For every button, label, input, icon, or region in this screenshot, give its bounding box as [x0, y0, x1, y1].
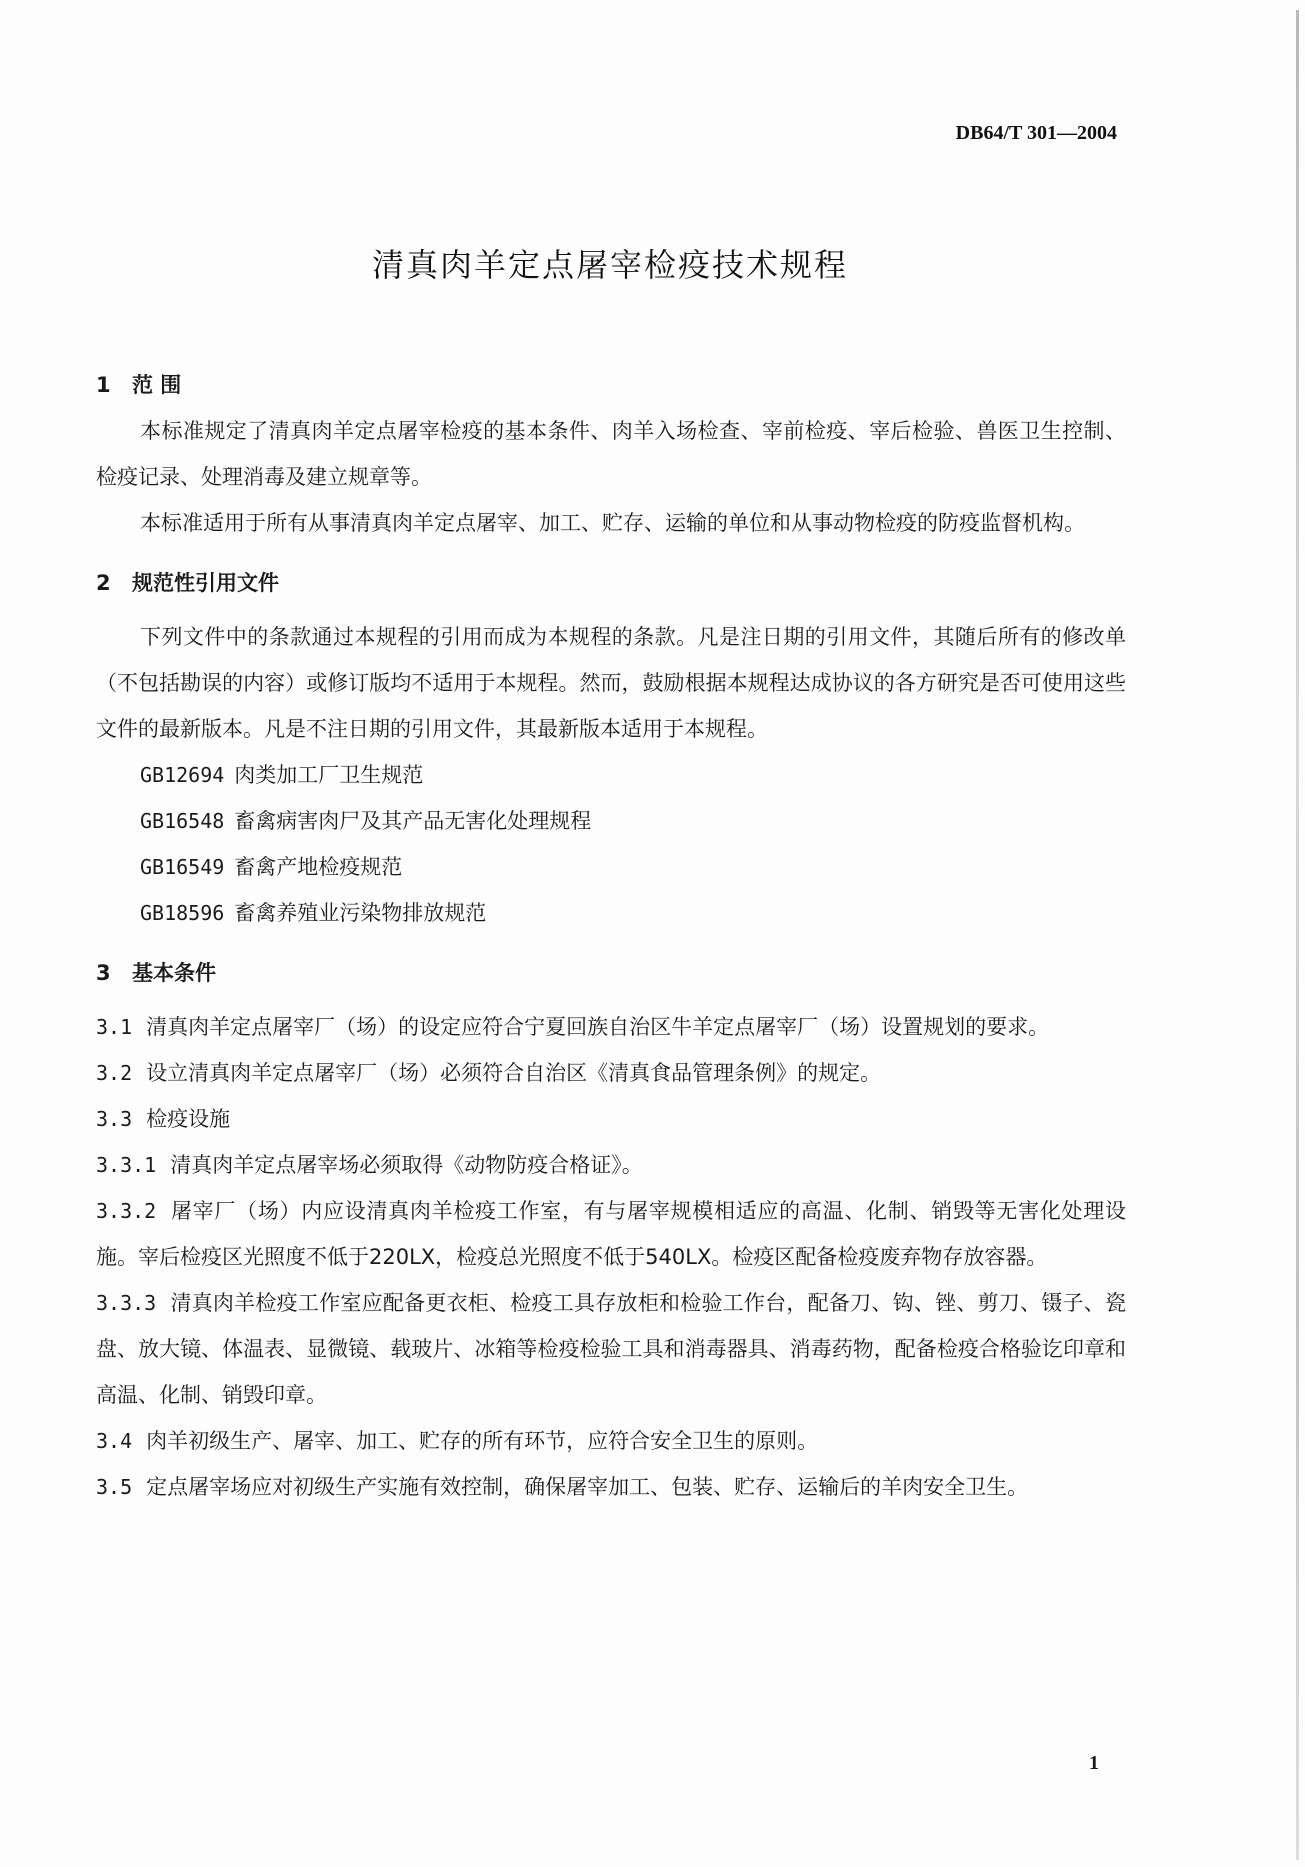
clause-text: 清真肉羊检疫工作室应配备更衣柜、检疫工具存放柜和检验工作台，配备刀、钩、锉、剪刀、镊子、瓷盘、放大镜、体温表、显微镜、载玻片、冰箱等检疫检验工具和消毒器具、消毒药物，配备检疫合格验讫印章和高温、化制、销毁印章。: [96, 1291, 1126, 1407]
paragraph: 下列文件中的条款通过本规程的引用而成为本规程的条款。凡是注日期的引用文件，其随后所有的修改单（不包括勘误的内容）或修订版均不适用于本规程。然而，鼓励根据本规程达成协议的各方研究是否可使用这些文件的最新版本。凡是不注日期的引用文件，其最新版本适用于本规程。: [96, 625, 1126, 741]
clause-number: 3.3.1: [96, 1153, 157, 1177]
reference-name: 畜禽产地检疫规范: [234, 855, 403, 879]
reference-code: GB18596: [140, 901, 225, 925]
clause-number: 3.5: [96, 1475, 133, 1499]
reference-item: [96, 890, 1126, 936]
section-number: 2: [96, 571, 111, 595]
clause-text: 检疫设施: [146, 1107, 231, 1131]
clause-3-3-2: [96, 1188, 1126, 1280]
section-title: 规范性引用文件: [132, 571, 279, 595]
paragraph: 本标准规定了清真肉羊定点屠宰检疫的基本条件、肉羊入场检查、宰前检疫、宰后检验、兽医卫生控制、检疫记录、处理消毒及建立规章等。: [96, 419, 1126, 489]
reference-code: GB16548: [140, 809, 225, 833]
reference-name: 畜禽养殖业污染物排放规范: [234, 901, 487, 925]
standard-code: DB64/T 301—2004: [955, 122, 1117, 144]
section-title: 基本条件: [132, 961, 216, 985]
clause-3-1: [96, 1004, 1126, 1050]
section-heading-1: [96, 362, 1126, 408]
reference-item: [96, 798, 1126, 844]
document-title: 清真肉羊定点屠宰检疫技术规程: [371, 246, 848, 284]
clause-3-3: [96, 1096, 1126, 1142]
section-number: 3: [96, 961, 111, 985]
clause-number: 3.3: [96, 1107, 133, 1131]
scan-edge-line: [1296, 10, 1299, 1860]
clause-3-5: [96, 1464, 1126, 1510]
reference-name: 肉类加工厂卫生规范: [234, 763, 424, 787]
reference-code: GB12694: [140, 763, 225, 787]
clause-number: 3.2: [96, 1061, 133, 1085]
clause-3-4: [96, 1418, 1126, 1464]
document-body: [96, 362, 1126, 1510]
clause-text: 清真肉羊定点屠宰场必须取得《动物防疫合格证》。: [170, 1153, 643, 1177]
page-number: 1: [1089, 1752, 1099, 1774]
reference-item: [96, 752, 1126, 798]
reference-code: GB16549: [140, 855, 225, 879]
clause-text: 肉羊初级生产、屠宰、加工、贮存的所有环节，应符合安全卫生的原则。: [146, 1429, 819, 1453]
clause-number: 3.1: [96, 1015, 133, 1039]
clause-number: 3.3.3: [96, 1291, 157, 1315]
section-heading-2: [96, 560, 1126, 606]
clause-text: 设立清真肉羊定点屠宰厂（场）必须符合自治区《清真食品管理条例》的规定。: [146, 1061, 882, 1085]
clause-3-2: [96, 1050, 1126, 1096]
clause-text: 定点屠宰场应对初级生产实施有效控制，确保屠宰加工、包装、贮存、运输后的羊肉安全卫生。: [146, 1475, 1029, 1499]
section-title: 范 围: [132, 373, 182, 397]
clause-number: 3.3.2: [96, 1199, 157, 1223]
section-number: 1: [96, 373, 111, 397]
clause-3-3-1: [96, 1142, 1126, 1188]
reference-name: 畜禽病害肉尸及其产品无害化处理规程: [234, 809, 592, 833]
section-heading-3: [96, 950, 1126, 996]
clause-number: 3.4: [96, 1429, 133, 1453]
clause-text: 屠宰厂（场）内应设清真肉羊检疫工作室，有与屠宰规模相适应的高温、化制、销毁等无害化处理设施。宰后检疫区光照度不低于220LX，检疫总光照度不低于540LX。检疫区配备检疫废弃物存放容器。: [96, 1199, 1126, 1269]
reference-item: [96, 844, 1126, 890]
clause-3-3-3: [96, 1280, 1126, 1418]
paragraph: 本标准适用于所有从事清真肉羊定点屠宰、加工、贮存、运输的单位和从事动物检疫的防疫监督机构。: [140, 511, 1085, 535]
clause-text: 清真肉羊定点屠宰厂（场）的设定应符合宁夏回族自治区牛羊定点屠宰厂（场）设置规划的要求。: [146, 1015, 1050, 1039]
